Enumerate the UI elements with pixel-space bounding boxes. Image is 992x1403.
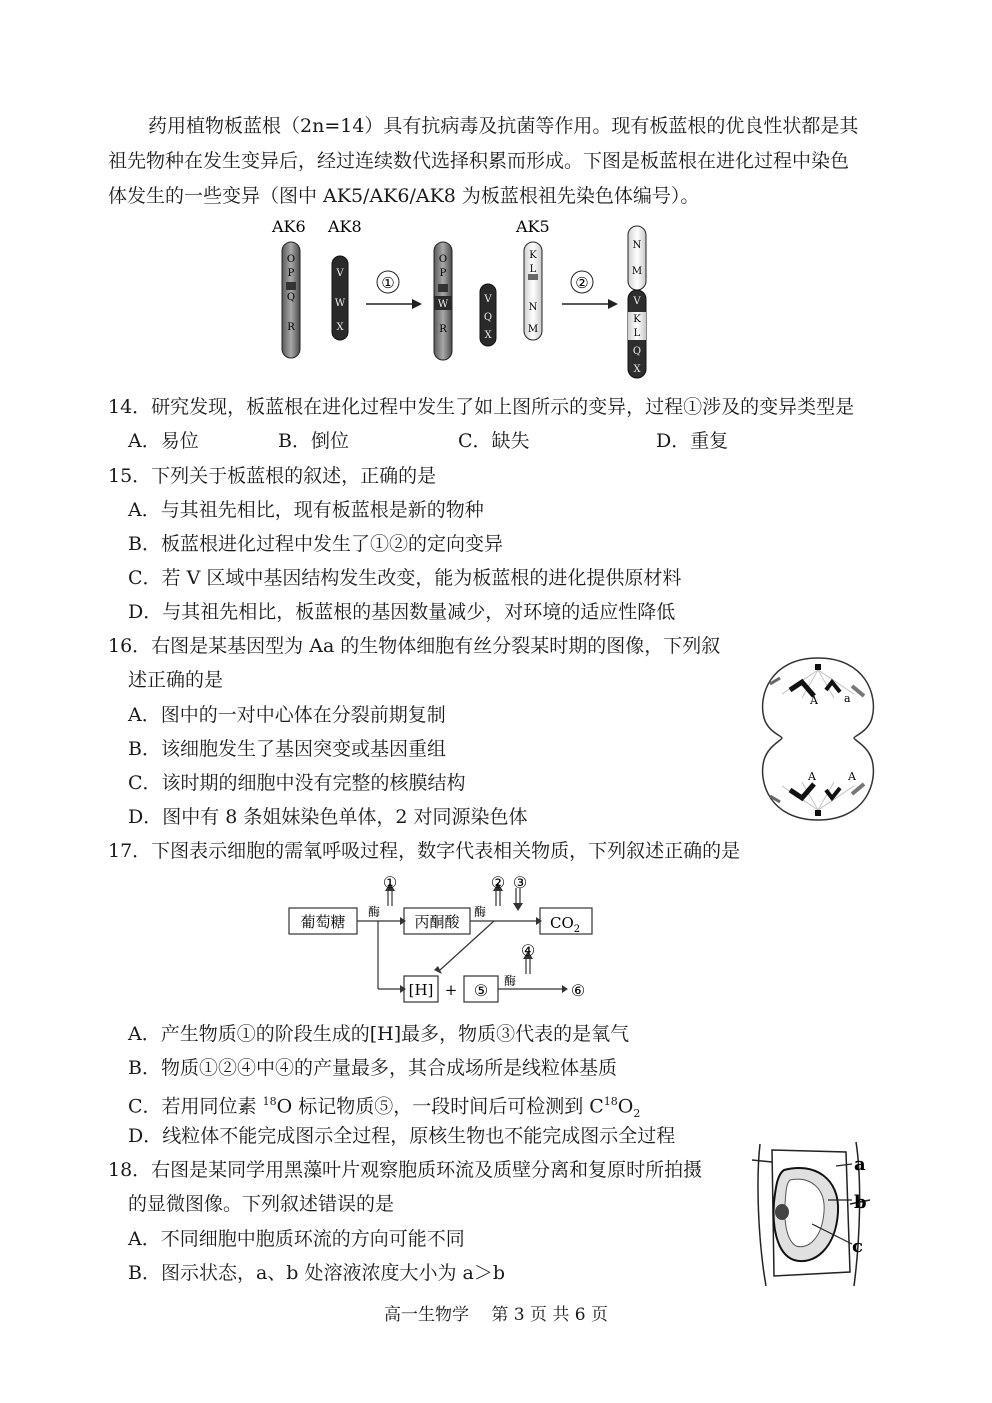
q17-option-b: B．物质①②④中④的产量最多，其合成场所是线粒体基质	[128, 1057, 617, 1079]
ak5-band-l: L	[529, 264, 537, 275]
mitosis-cell-figure	[752, 646, 884, 830]
q16-option-d: D．图中有 8 条姐妹染色单体，2 对同源染色体	[128, 806, 528, 828]
step-1-label: ①	[381, 274, 395, 292]
enzyme-label-3: 酶	[504, 974, 517, 988]
intro-line-2: 祖先物种在发生变异后，经过连续数代选择积累而形成。下图是板蓝根在进化过程中染色	[108, 150, 850, 172]
page-footer: 高一生物学 第 3 页 共 6 页	[383, 1305, 609, 1325]
allele-label-1: A	[810, 694, 818, 707]
label-ak5: AK5	[516, 217, 550, 236]
allele-label-2: a	[844, 692, 851, 705]
plus-sign: +	[444, 981, 458, 999]
enzyme-label-1: 酶	[368, 905, 381, 919]
q14-option-d: D．重复	[656, 430, 729, 452]
final-band-m: M	[631, 266, 643, 277]
label-a: a	[854, 1154, 866, 1175]
step-2-label: ②	[575, 274, 589, 292]
substance-5-label: ⑤	[473, 981, 489, 1000]
final-band-n: N	[632, 240, 642, 251]
q17-option-d: D．线粒体不能完成图示全过程，原核生物也不能完成图示全过程	[128, 1125, 676, 1147]
q16-stem-1: 16．右图是某基因型为 Aa 的生物体细胞有丝分裂某时期的图像，下列叙	[108, 635, 721, 657]
final-band-q: Q	[632, 346, 642, 357]
ak6-band-o: O	[286, 254, 296, 265]
r1-band-p: P	[439, 268, 447, 279]
label-ak6: AK6	[272, 217, 306, 236]
q14-option-c: C．缺失	[458, 430, 530, 452]
r1-band-w: W	[437, 299, 449, 310]
nadh-box-label: [H]	[408, 981, 434, 999]
substance-1-label: ①	[382, 873, 398, 892]
q16-option-a: A．图中的一对中心体在分裂前期复制	[128, 704, 446, 726]
r1-small-band-v: V	[484, 294, 492, 305]
allele-label-3: A	[808, 770, 816, 783]
q15-option-d: D．与其祖先相比，板蓝根的基因数量减少，对环境的适应性降低	[128, 601, 676, 623]
q18-option-a: A．不同细胞中胞质环流的方向可能不同	[128, 1228, 465, 1250]
q18-option-b: B．图示状态，a、b 处溶液浓度大小为 a＞b	[128, 1262, 506, 1284]
ak5-band-k: K	[529, 250, 537, 261]
aerobic-respiration-diagram	[284, 872, 614, 1004]
intro-line-3: 体发生的一些变异（图中 AK5/AK6/AK8 为板蓝根祖先染色体编号）。	[108, 185, 700, 207]
substance-2-label: ②	[490, 873, 506, 892]
q16-stem-2: 述正确的是	[128, 669, 224, 691]
enzyme-label-2: 酶	[474, 905, 487, 919]
r1-small-band-x: X	[484, 330, 492, 341]
ak6-band-r: R	[287, 322, 295, 333]
ak6-band-p: P	[287, 268, 295, 279]
final-band-v: V	[633, 296, 641, 307]
q14-stem: 14．研究发现，板蓝根在进化过程中发生了如上图所示的变异，过程①涉及的变异类型是	[108, 396, 855, 418]
glucose-box-label: 葡萄糖	[300, 913, 346, 931]
ak5-band-n: N	[528, 302, 538, 313]
final-band-l: L	[633, 328, 641, 339]
q15-option-c: C．若 V 区域中基因结构发生改变，能为板蓝根的进化提供原材料	[128, 567, 682, 589]
r1-band-o: O	[438, 254, 448, 265]
label-ak8: AK8	[328, 217, 362, 236]
q16-option-b: B．该细胞发生了基因突变或基因重组	[128, 738, 446, 760]
r1-band-r: R	[439, 324, 447, 335]
q17-stem: 17．下图表示细胞的需氧呼吸过程，数字代表相关物质，下列叙述正确的是	[108, 840, 741, 862]
q17-option-a: A．产生物质①的阶段生成的[H]最多，物质③代表的是氧气	[128, 1023, 630, 1045]
intro-line-1: 药用植物板蓝根（2n=14）具有抗病毒及抗菌等作用。现有板蓝根的优良性状都是其	[148, 115, 859, 137]
ak8-band-w: W	[334, 298, 346, 309]
substance-4-label: ④	[520, 941, 536, 960]
q18-stem-1: 18．右图是某同学用黑藻叶片观察胞质环流及质壁分离和复原时所拍摄	[108, 1159, 703, 1181]
final-band-k: K	[633, 314, 641, 325]
r1-small-band-q: Q	[483, 312, 493, 323]
ak5-band-m: M	[527, 324, 539, 335]
ak6-band-q: Q	[286, 292, 296, 303]
chromosome-figure	[262, 212, 662, 384]
q14-option-b: B．倒位	[278, 430, 349, 452]
q15-option-a: A．与其祖先相比，现有板蓝根是新的物种	[128, 499, 484, 521]
label-b: b	[854, 1192, 867, 1213]
allele-label-4: A	[848, 770, 856, 783]
q15-option-b: B．板蓝根进化过程中发生了①②的定向变异	[128, 533, 503, 555]
final-band-x: X	[633, 364, 641, 375]
label-c: c	[852, 1236, 863, 1257]
q14-option-a: A．易位	[128, 430, 199, 452]
substance-6-label: ⑥	[570, 981, 586, 1000]
q15-stem: 15．下列关于板蓝根的叙述，正确的是	[108, 465, 437, 487]
pyruvate-box-label: 丙酮酸	[414, 913, 460, 931]
ak8-band-x: X	[336, 322, 344, 333]
q18-stem-2: 的显微图像。下列叙述错误的是	[128, 1193, 395, 1215]
q17-option-c: C．若用同位素 $^{18}$O 标记物质⑤，一段时间后可检测到 $C^{18}O_2$	[128, 1095, 641, 1121]
q16-option-c: C．该时期的细胞中没有完整的核膜结构	[128, 772, 466, 794]
co2-box-label: $CO_2$	[550, 914, 581, 935]
ak8-band-v: V	[336, 268, 344, 279]
plasmolysis-cell-figure	[752, 1140, 872, 1288]
substance-3-label: ③	[512, 873, 528, 892]
